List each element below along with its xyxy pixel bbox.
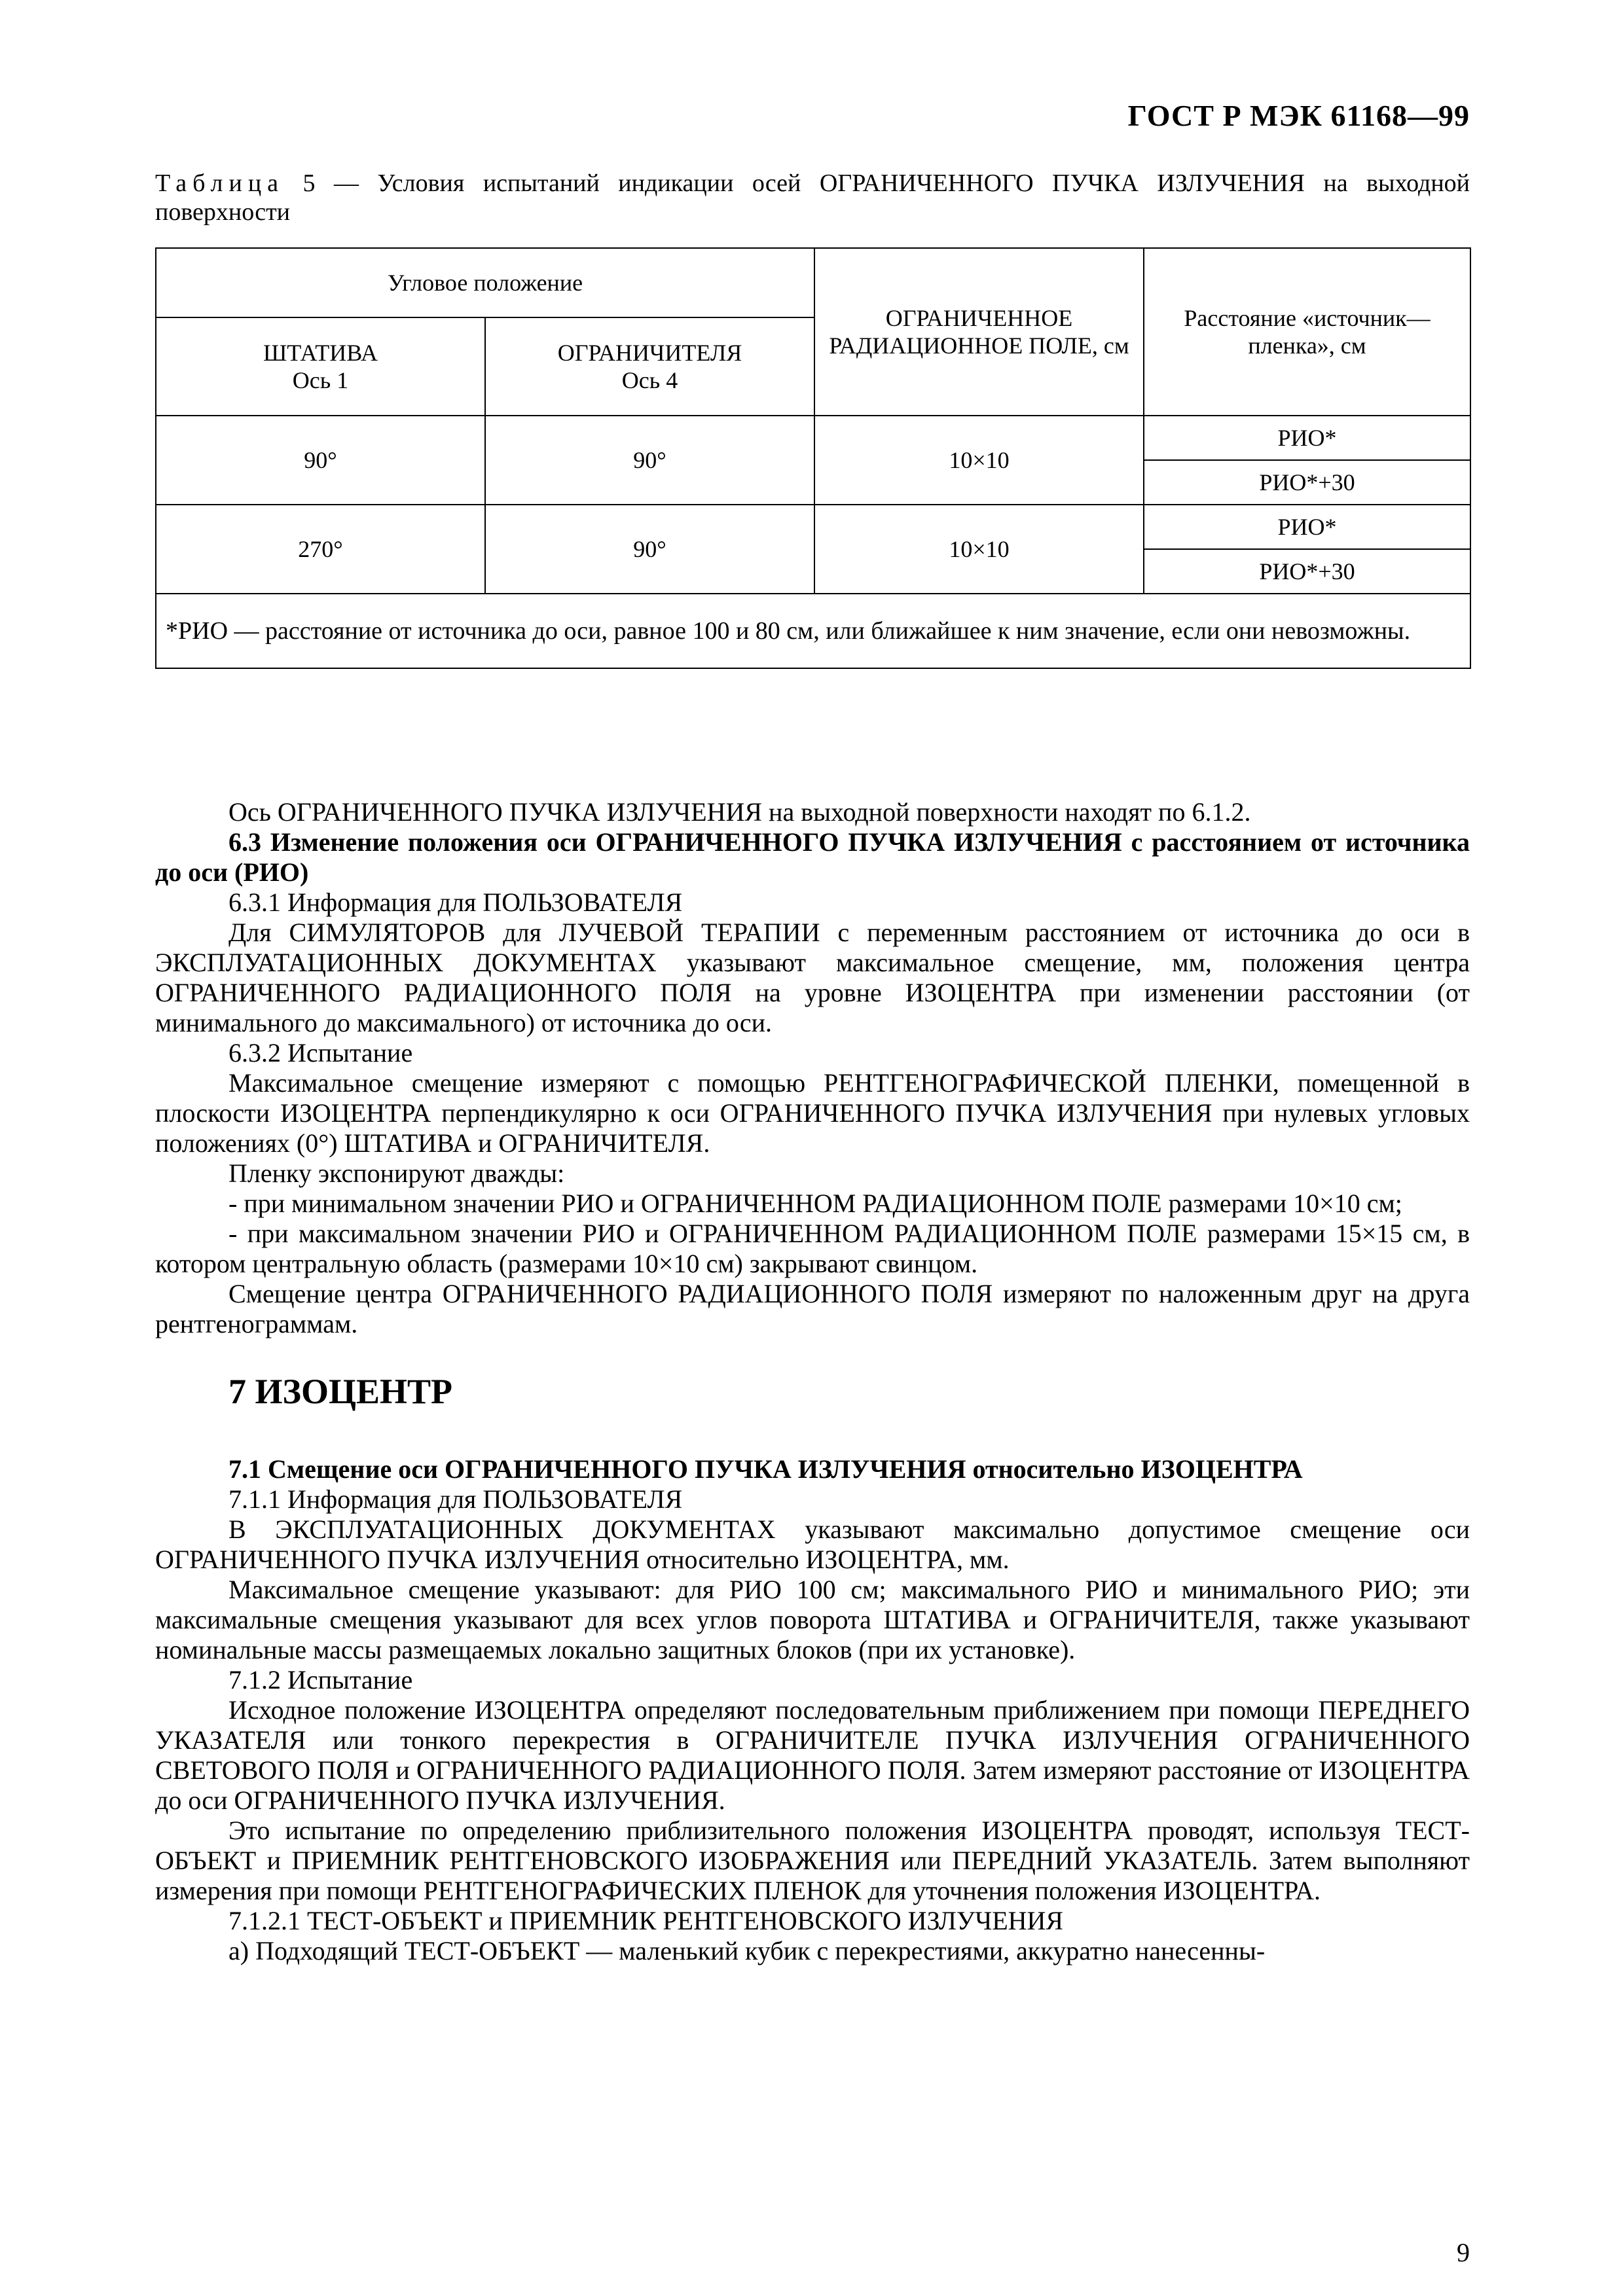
row2-field: 10×10 xyxy=(814,505,1144,594)
paragraph: Исходное положение ИЗОЦЕНТРА определяют последовательным приближением при помощи ПЕРЕДНЕГО УКАЗАТЕЛЯ или тонкого перекрестия в ОГРАНИЧИТЕЛЕ ПУЧКА ИЗЛУЧЕНИЯ ОГРАНИЧЕННОГО СВЕТОВОГО ПОЛЯ и ОГРАНИЧЕННОГО РАДИАЦИОННОГО ПОЛЯ. Затем измеряют расстояние от ИЗОЦЕНТРА до оси ОГРАНИЧЕННОГО ПУЧКА ИЗЛУЧЕНИЯ. xyxy=(155,1695,1470,1815)
limiter-header xyxy=(485,317,814,416)
row1-limiter: 90° xyxy=(485,416,814,505)
row1-field: 10×10 xyxy=(814,416,1144,505)
limiter-header-name: ОГРАНИЧИТЕЛЯ xyxy=(557,340,742,366)
chapter-heading-7: 7 ИЗОЦЕНТР xyxy=(228,1372,453,1411)
paragraph: Максимальное смещение измеряют с помощью РЕНТГЕНОГРАФИЧЕСКОЙ ПЛЕНКИ, помещенной в плоскости ИЗОЦЕНТРА перпендикулярно к оси ОГРАНИЧЕННОГО ПУЧКА ИЗЛУЧЕНИЯ при нулевых угловых положениях (0°) ШТАТИВА и ОГРАНИЧИТЕЛЯ. xyxy=(155,1068,1470,1158)
row1-distance-1: РИО* xyxy=(1144,416,1470,460)
table-caption-label: Таблица xyxy=(155,170,285,197)
stand-header xyxy=(156,317,485,416)
paragraph: Для СИМУЛЯТОРОВ для ЛУЧЕВОЙ ТЕРАПИИ с переменным расстоянием от источника до оси в ЭКСПЛУАТАЦИОННЫХ ДОКУМЕНТАХ указывают максимальное смещение, мм, положения центра ОГРАНИЧЕННОГО РАДИАЦИОННОГО ПОЛЯ на уровне ИЗОЦЕНТРА при изменении расстоянии (от минимального до максимального) от источника до оси. xyxy=(155,918,1470,1037)
table-caption-text: 5 — Условия испытаний индикации осей ОГРАНИЧЕННОГО ПУЧКА ИЗЛУЧЕНИЯ на выходной поверхности xyxy=(155,170,1470,226)
subsection-heading: 7.1.1 Информация для ПОЛЬЗОВАТЕЛЯ xyxy=(228,1484,683,1514)
row2-limiter: 90° xyxy=(485,505,814,594)
row2-distance-2: РИО*+30 xyxy=(1144,549,1470,594)
row2-distance-1: РИО* xyxy=(1144,505,1470,549)
paragraph: Ось ОГРАНИЧЕННОГО ПУЧКА ИЗЛУЧЕНИЯ на выходной поверхности находят по 6.1.2. xyxy=(228,797,1251,827)
table-caption xyxy=(155,169,1470,226)
list-item: а) Подходящий ТЕСТ-ОБЪЕКТ — маленький кубик с перекрестиями, аккуратно нанесенны- xyxy=(228,1936,1266,1965)
list-item: - при минимальном значении РИО и ОГРАНИЧЕННОМ РАДИАЦИОННОМ ПОЛЕ размерами 10×10 см; xyxy=(228,1189,1402,1218)
row1-stand: 90° xyxy=(156,416,485,505)
section-heading-7-1: 7.1 Смещение оси ОГРАНИЧЕННОГО ПУЧКА ИЗЛУЧЕНИЯ относительно ИЗОЦЕНТРА xyxy=(228,1454,1303,1484)
section-heading-6-3: 6.3 Изменение положения оси ОГРАНИЧЕННОГО ПУЧКА ИЗЛУЧЕНИЯ с расстоянием от источника до оси (РИО) xyxy=(155,827,1470,887)
row2-stand: 270° xyxy=(156,505,485,594)
paragraph: Максимальное смещение указывают: для РИО 100 см; максимального РИО и минимального РИО; эти максимальные смещения указывают для всех углов поворота ШТАТИВА и ОГРАНИЧИТЕЛЯ, также указывают номинальные массы размещаемых локально защитных блоков (при их установке). xyxy=(155,1575,1470,1664)
standard-header: ГОСТ Р МЭК 61168—99 xyxy=(1127,99,1470,132)
test-conditions-table xyxy=(155,247,1471,669)
paragraph: В ЭКСПЛУАТАЦИОННЫХ ДОКУМЕНТАХ указывают максимально допустимое смещение оси ОГРАНИЧЕННОГО ПУЧКА ИЗЛУЧЕНИЯ относительно ИЗОЦЕНТРА, мм. xyxy=(155,1515,1470,1574)
distance-header: Расстояние «источник—пленка», см xyxy=(1144,248,1470,416)
subsection-heading: 7.1.2.1 ТЕСТ-ОБЪЕКТ и ПРИЕМНИК РЕНТГЕНОВСКОГО ИЗЛУЧЕНИЯ xyxy=(228,1906,1064,1935)
limiter-header-axis: Ось 4 xyxy=(621,367,678,393)
paragraph: Это испытание по определению приблизительного положения ИЗОЦЕНТРА проводят, используя ТЕСТ-ОБЪЕКТ и ПРИЕМНИК РЕНТГЕНОВСКОГО ИЗОБРАЖЕНИЯ или ПЕРЕДНИЙ УКАЗАТЕЛЬ. Затем выполняют измерения при помощи РЕНТГЕНОГРАФИЧЕСКИХ ПЛЕНОК для уточнения положения ИЗОЦЕНТРА. xyxy=(155,1816,1470,1905)
subsection-heading: 6.3.1 Информация для ПОЛЬЗОВАТЕЛЯ xyxy=(228,888,683,917)
subsection-heading: 7.1.2 Испытание xyxy=(228,1665,413,1695)
list-item: - при максимальном значении РИО и ОГРАНИЧЕННОМ РАДИАЦИОННОМ ПОЛЕ размерами 15×15 см, в котором центральную область (размерами 10×10 см) закрывают свинцом. xyxy=(155,1219,1470,1278)
row1-distance-2: РИО*+30 xyxy=(1144,460,1470,505)
subsection-heading: 6.3.2 Испытание xyxy=(228,1038,413,1067)
body-text xyxy=(155,797,1470,1966)
paragraph: Смещение центра ОГРАНИЧЕННОГО РАДИАЦИОННОГО ПОЛЯ измеряют по наложенным друг на друга рентгенограммам. xyxy=(155,1279,1470,1338)
stand-header-name: ШТАТИВА xyxy=(263,340,378,366)
page-number: 9 xyxy=(1457,2238,1470,2267)
angle-position-header: Угловое положение xyxy=(156,248,814,317)
stand-header-axis: Ось 1 xyxy=(292,367,349,393)
table-footnote: *РИО — расстояние от источника до оси, равное 100 и 80 см, или ближайшее к ним значение, если они невозможны. xyxy=(156,594,1470,668)
field-header: ОГРАНИЧЕННОЕ РАДИАЦИОННОЕ ПОЛЕ, см xyxy=(814,248,1144,416)
paragraph: Пленку экспонируют дважды: xyxy=(228,1158,565,1188)
